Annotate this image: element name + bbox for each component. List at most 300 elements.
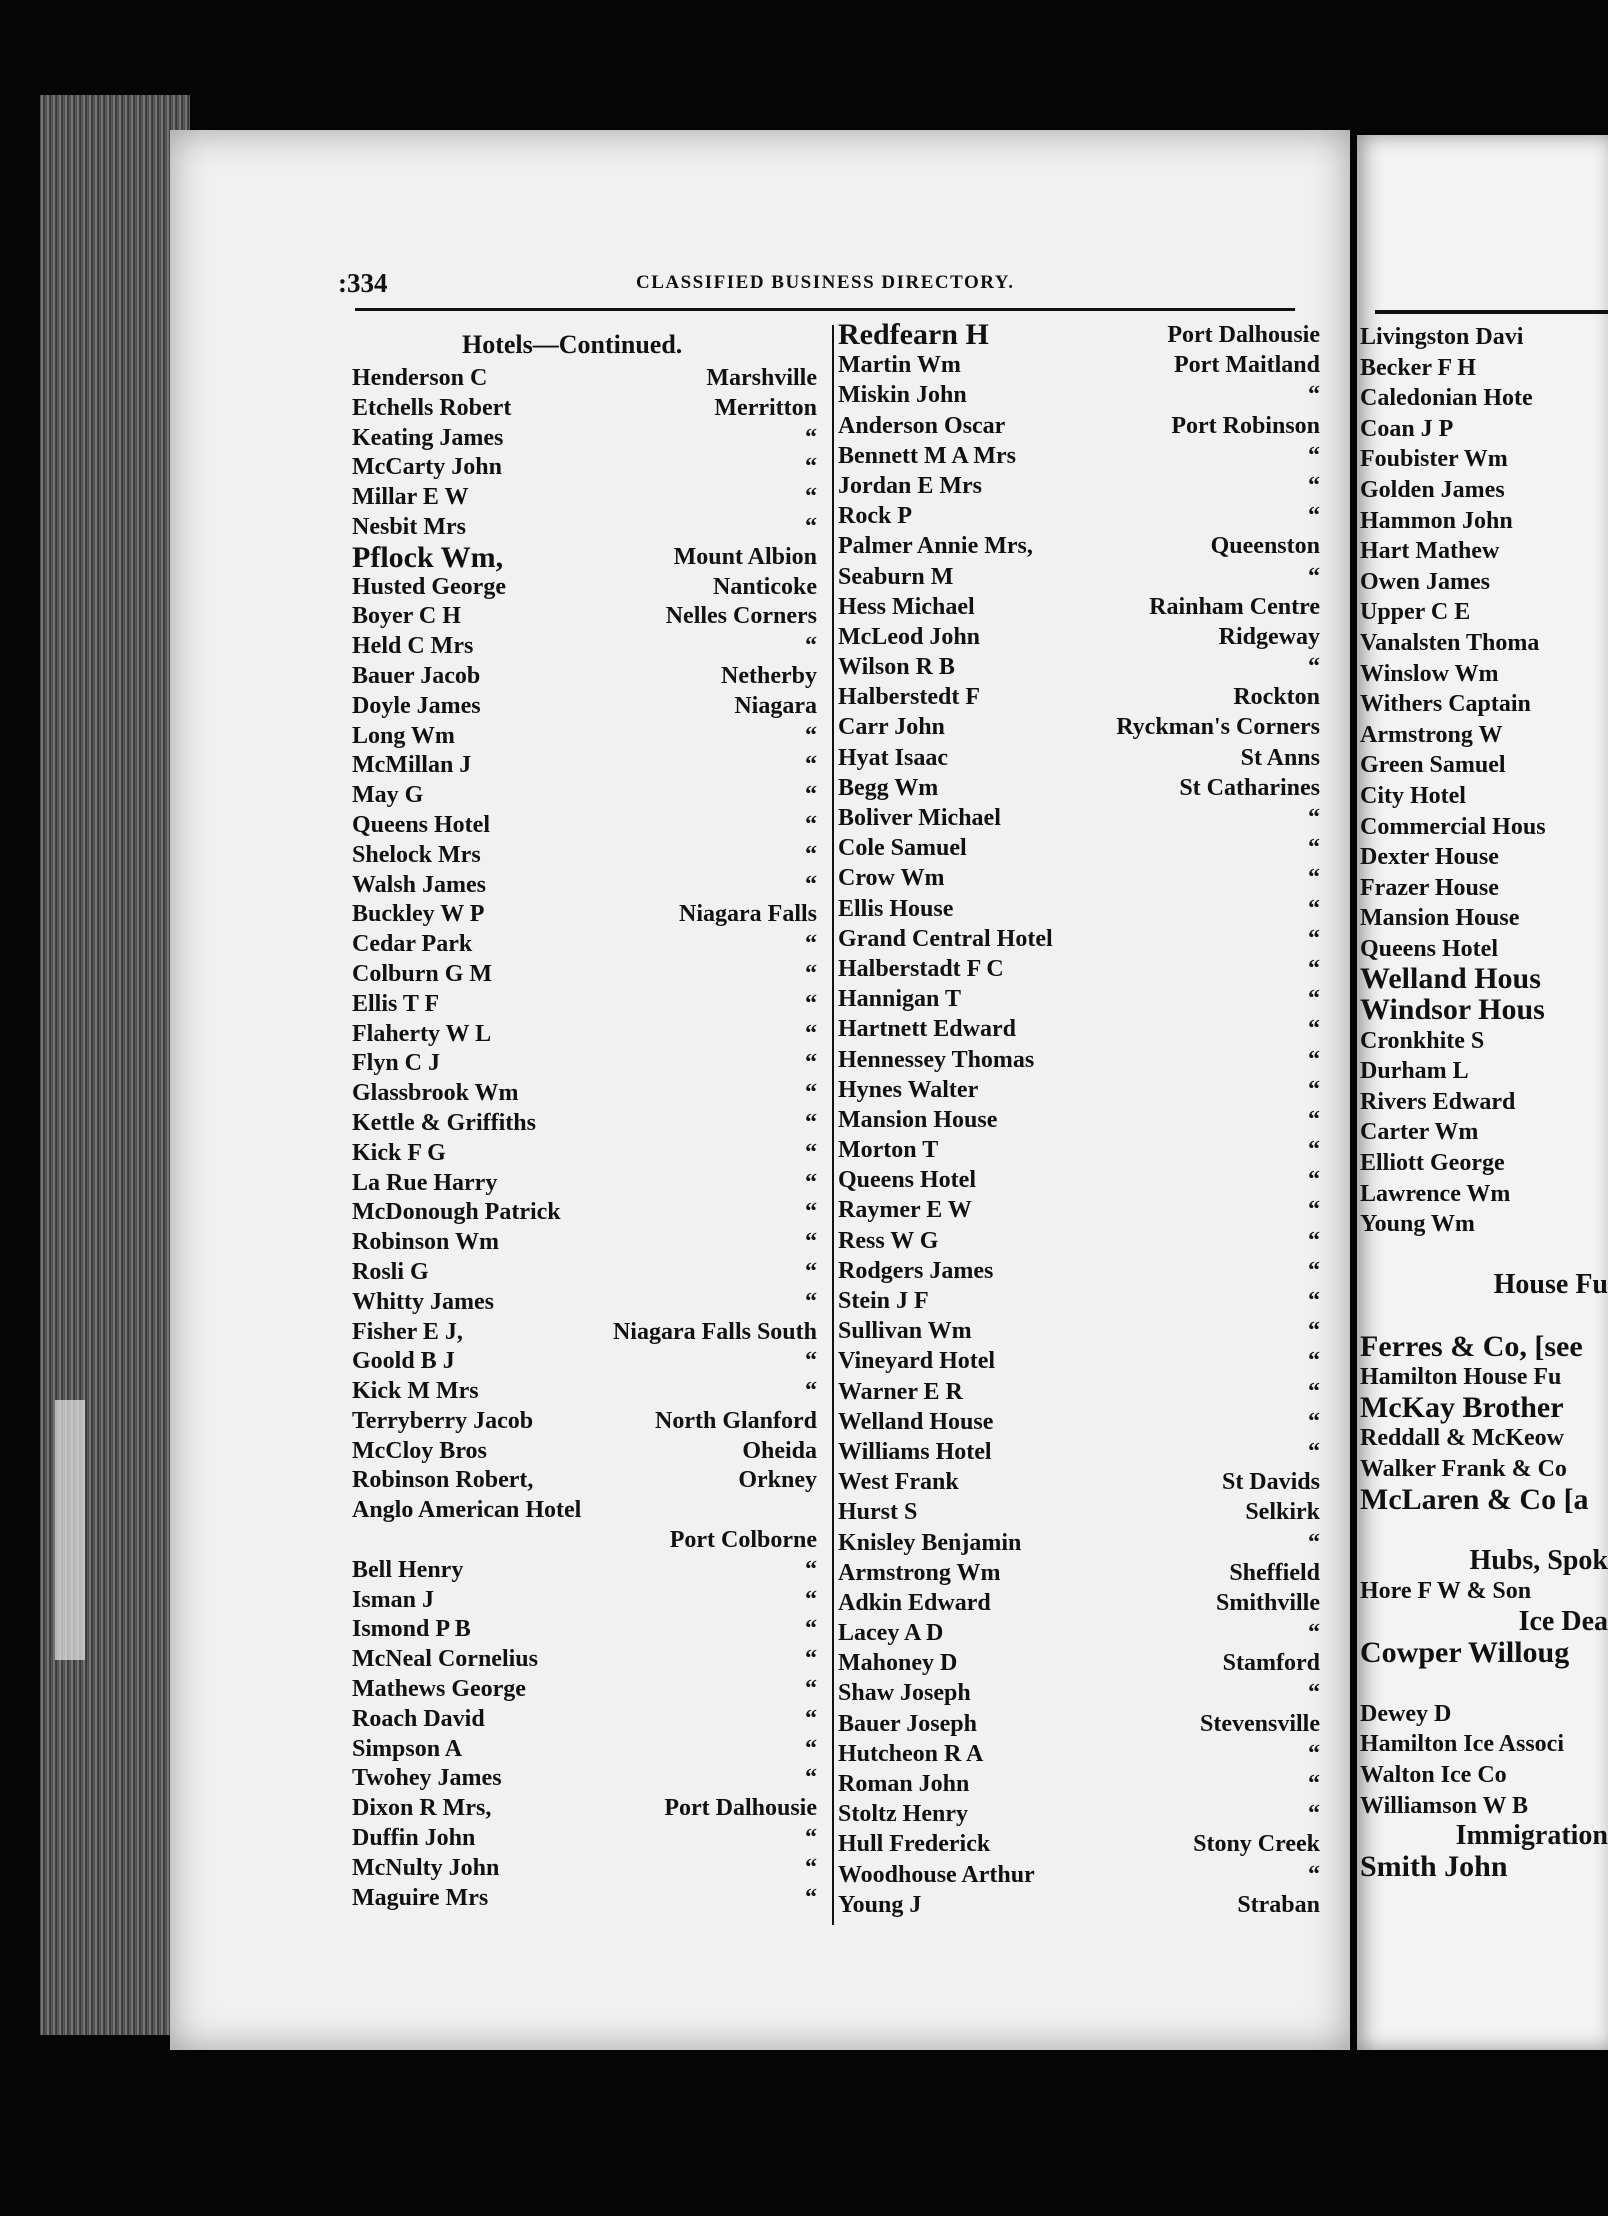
entry-place: “ — [1308, 1318, 1320, 1345]
entry-place: “ — [1308, 805, 1320, 831]
entry-name: Hull Frederick — [838, 1831, 991, 1858]
directory-entry — [352, 1198, 817, 1228]
entry-place: Ryckman's Corners — [1116, 714, 1320, 741]
entry-place: “ — [1308, 1197, 1320, 1224]
directory-entry — [838, 1346, 1320, 1376]
entry-place: “ — [805, 1556, 817, 1583]
entry-place: “ — [1308, 1257, 1320, 1284]
directory-entry — [1360, 1329, 1608, 1363]
directory-entry — [838, 803, 1320, 833]
entry-name: Halberstadt F C — [838, 955, 1004, 982]
directory-entry — [838, 1829, 1320, 1859]
directory-entry — [1360, 1515, 1608, 1546]
directory-entry — [838, 1860, 1320, 1890]
directory-entry — [352, 1318, 817, 1348]
entry-name: Raymer E W — [838, 1197, 972, 1224]
facing-page-rule — [1375, 310, 1608, 314]
entry-name: Begg Wm — [838, 774, 939, 801]
entry-place: Port Maitland — [1174, 352, 1320, 379]
directory-entry — [352, 1020, 817, 1050]
directory-entry — [838, 562, 1320, 592]
directory-entry — [1360, 1240, 1608, 1271]
directory-entry — [352, 1854, 817, 1884]
directory-entry — [838, 1075, 1320, 1105]
entry-name: West Frank — [838, 1469, 959, 1496]
entry-name: Livingston Davi — [1360, 324, 1524, 350]
directory-entry — [838, 1407, 1320, 1437]
entry-name: Held C Mrs — [352, 633, 474, 660]
entry-place: “ — [1308, 1620, 1320, 1647]
entry-name: Adkin Edward — [838, 1589, 991, 1616]
entry-place: “ — [805, 722, 817, 749]
directory-entry — [352, 1615, 817, 1645]
directory-entry — [838, 682, 1320, 712]
entry-name: Green Samuel — [1360, 752, 1506, 779]
entry-place: Ridgeway — [1218, 623, 1320, 650]
directory-entry — [1360, 964, 1608, 995]
entry-name: Morton T — [838, 1137, 939, 1164]
entry-place: “ — [805, 1378, 817, 1405]
directory-entry — [838, 652, 1320, 682]
page-title: CLASSIFIED BUSINESS DIRECTORY. — [636, 272, 1015, 293]
entry-name: Henderson C — [352, 365, 488, 391]
column-divider — [832, 325, 834, 1925]
directory-entry — [838, 441, 1320, 471]
book-page-edges — [40, 95, 190, 2035]
directory-entry — [352, 1347, 817, 1377]
entry-name: Hartnett Edward — [838, 1016, 1016, 1043]
directory-entry — [1360, 995, 1608, 1026]
entry-name: McNulty John — [352, 1854, 500, 1881]
entry-name: Kick F G — [352, 1139, 446, 1166]
entry-place: “ — [805, 1765, 817, 1792]
entry-place: “ — [805, 1705, 817, 1732]
entry-place: “ — [805, 1229, 817, 1256]
directory-entry — [352, 424, 817, 454]
entry-name: Queens Hotel — [838, 1167, 976, 1194]
entry-name: Mansion House — [838, 1106, 998, 1133]
directory-entry — [838, 1135, 1320, 1165]
directory-entry — [352, 364, 817, 394]
entry-name: Maguire Mrs — [352, 1884, 489, 1911]
directory-entry — [1360, 414, 1608, 445]
directory-entry — [1360, 567, 1608, 598]
entry-name: Mansion House — [1360, 905, 1520, 932]
entry-place: Niagara Falls — [679, 901, 817, 928]
entry-place: “ — [805, 1050, 817, 1077]
entry-place: “ — [1308, 955, 1320, 982]
directory-entry — [1360, 597, 1608, 628]
entry-name: Frazer House — [1360, 874, 1499, 901]
entry-place: “ — [805, 1139, 817, 1166]
directory-entry — [838, 1226, 1320, 1256]
entry-place: Stevensville — [1200, 1710, 1320, 1737]
hotels-column-2 — [838, 320, 1320, 1920]
entry-name: Anglo American Hotel — [352, 1497, 582, 1524]
entry-place: “ — [805, 960, 817, 987]
directory-entry — [352, 1169, 817, 1199]
entry-name: Anderson Oscar — [838, 412, 1006, 439]
entry-place: “ — [805, 1080, 817, 1107]
entry-name: Ress W G — [838, 1227, 939, 1254]
entry-name: Knisley Benjamin — [838, 1529, 1022, 1556]
entry-name: Seaburn M — [838, 563, 954, 590]
entry-name: Kick M Mrs — [352, 1378, 479, 1405]
entry-place: Nelles Corners — [665, 603, 817, 630]
directory-entry — [838, 924, 1320, 954]
entry-place: Straban — [1237, 1891, 1320, 1918]
entry-name: Welland Hous — [1360, 962, 1541, 996]
entry-place: “ — [805, 782, 817, 809]
entry-name: Palmer Annie Mrs, — [838, 533, 1033, 560]
entry-name: Glassbrook Wm — [352, 1080, 519, 1107]
entry-place: Queenston — [1210, 533, 1320, 560]
directory-entry — [838, 1437, 1320, 1467]
entry-name: Hamilton Ice Associ — [1360, 1731, 1564, 1758]
directory-entry — [838, 1105, 1320, 1135]
entry-name: Duffin John — [352, 1825, 476, 1852]
entry-name: Walton Ice Co — [1360, 1761, 1507, 1788]
entry-place: Rainham Centre — [1149, 593, 1320, 620]
entry-name: Williamson W B — [1360, 1792, 1529, 1819]
directory-entry — [838, 1467, 1320, 1497]
entry-place: Smithville — [1215, 1589, 1320, 1616]
entry-place: “ — [1308, 1740, 1320, 1767]
entry-name: Etchells Robert — [352, 394, 512, 421]
entry-place: Sheffield — [1229, 1559, 1320, 1586]
entry-name: Coan J P — [1360, 415, 1454, 442]
directory-entry — [1360, 1849, 1608, 1883]
entry-place: Netherby — [721, 662, 817, 689]
header-rule — [355, 308, 1295, 311]
entry-name: Hurst S — [838, 1499, 918, 1526]
directory-entry — [352, 394, 817, 424]
directory-entry — [1360, 1668, 1608, 1699]
entry-name: Becker F H — [1360, 354, 1476, 381]
entry-name: Ismond P B — [352, 1616, 471, 1643]
entry-name: Shelock Mrs — [352, 841, 481, 868]
entry-name: Halberstedt F — [838, 684, 980, 711]
entry-name: Ellis House — [838, 895, 954, 922]
entry-name: Buckley W P — [352, 901, 485, 928]
directory-entry — [838, 954, 1320, 984]
entry-name: Doyle James — [352, 692, 481, 719]
directory-entry — [1360, 322, 1608, 353]
entry-name: Bennett M A Mrs — [838, 442, 1016, 469]
entry-place: “ — [1308, 986, 1320, 1013]
directory-entry — [838, 712, 1320, 742]
directory-entry — [838, 1709, 1320, 1739]
entry-name: Stoltz Henry — [838, 1801, 968, 1828]
directory-entry — [1360, 903, 1608, 934]
directory-entry — [838, 894, 1320, 924]
directory-entry — [838, 1890, 1320, 1920]
directory-entry — [352, 751, 817, 781]
directory-entry — [838, 984, 1320, 1014]
entry-place: “ — [1308, 1861, 1320, 1888]
directory-entry — [1360, 353, 1608, 384]
entry-name: Reddall & McKeow — [1360, 1425, 1564, 1452]
entry-name: Dexter House — [1360, 844, 1499, 871]
directory-entry — [838, 1286, 1320, 1316]
entry-place: North Glanford — [655, 1407, 817, 1434]
entry-name: Owen James — [1360, 568, 1490, 595]
directory-entry — [352, 540, 817, 574]
directory-entry — [838, 1618, 1320, 1648]
directory-entry — [352, 1109, 817, 1139]
entry-name: Colburn G M — [352, 960, 493, 987]
entry-name: Golden James — [1360, 476, 1505, 503]
hotels-column-1 — [352, 330, 817, 1913]
directory-entry — [352, 930, 817, 960]
directory-entry — [352, 602, 817, 632]
directory-entry — [838, 743, 1320, 773]
directory-entry — [838, 1769, 1320, 1799]
entry-place: St Catharines — [1179, 774, 1320, 801]
entry-name: Hammon John — [1360, 507, 1513, 534]
directory-entry — [1360, 1362, 1608, 1393]
entry-place: Stamford — [1222, 1650, 1320, 1677]
entry-place: Orkney — [738, 1467, 817, 1494]
entry-name: Sullivan Wm — [838, 1318, 972, 1345]
entry-place: “ — [1308, 1076, 1320, 1103]
directory-entry — [1360, 628, 1608, 659]
entry-name: Queens Hotel — [352, 811, 490, 838]
entry-place: “ — [805, 1616, 817, 1643]
entry-place: “ — [1308, 1771, 1320, 1797]
entry-place: “ — [1308, 1227, 1320, 1254]
directory-entry — [352, 841, 817, 871]
entry-name: Husted George — [352, 573, 506, 600]
entry-place: “ — [1308, 865, 1320, 892]
entry-place: “ — [805, 871, 817, 898]
entry-place: “ — [1308, 1167, 1320, 1194]
directory-entry — [1360, 781, 1608, 812]
entry-name: Flyn C J — [352, 1050, 441, 1077]
directory-entry — [838, 380, 1320, 410]
directory-entry — [1360, 1699, 1608, 1730]
directory-entry — [1360, 873, 1608, 904]
entry-place: “ — [805, 841, 817, 868]
entry-name: Lawrence Wm — [1360, 1180, 1511, 1207]
directory-entry — [1360, 1791, 1608, 1822]
entry-place: “ — [805, 484, 817, 511]
entry-name: Rock P — [838, 503, 912, 530]
entry-name: Dixon R Mrs, — [352, 1795, 492, 1822]
directory-entry — [838, 1497, 1320, 1527]
entry-name: Welland House — [838, 1408, 994, 1435]
directory-entry — [352, 1228, 817, 1258]
entry-place: “ — [805, 990, 817, 1017]
directory-entry — [838, 1377, 1320, 1407]
entry-name: Kettle & Griffiths — [352, 1109, 536, 1136]
directory-entry — [1360, 1209, 1608, 1240]
entry-name: Durham L — [1360, 1058, 1469, 1085]
directory-entry — [352, 632, 817, 662]
entry-place: “ — [805, 454, 817, 481]
entry-name: McNeal Cornelius — [352, 1646, 538, 1673]
entry-name: Terryberry Jacob — [352, 1407, 534, 1434]
entry-place: “ — [1308, 1438, 1320, 1465]
entry-place: Rockton — [1233, 684, 1320, 711]
page-header — [338, 268, 1338, 298]
directory-entry — [1360, 536, 1608, 567]
directory-entry — [1360, 1482, 1608, 1516]
entry-place: Port Colborne — [669, 1527, 817, 1554]
directory-entry — [838, 1256, 1320, 1286]
entry-name: Withers Captain — [1360, 691, 1531, 718]
entry-place: “ — [805, 1199, 817, 1226]
entry-place: “ — [805, 633, 817, 660]
directory-entry — [352, 1079, 817, 1109]
entry-name: Rivers Edward — [1360, 1088, 1516, 1115]
entry-place: Niagara Falls South — [612, 1318, 817, 1345]
directory-entry — [838, 350, 1320, 380]
entry-name: Lacey A D — [838, 1620, 944, 1647]
directory-entry — [352, 1794, 817, 1824]
entry-name: Whitty James — [352, 1288, 494, 1315]
entry-name: Keating James — [352, 424, 504, 451]
directory-entry — [1360, 383, 1608, 414]
directory-entry — [1360, 1148, 1608, 1179]
directory-entry — [1360, 689, 1608, 720]
directory-entry — [352, 513, 817, 543]
directory-entry — [1360, 1546, 1608, 1577]
directory-entry — [838, 1165, 1320, 1195]
entry-place: “ — [1308, 382, 1320, 409]
directory-entry — [1360, 1607, 1608, 1638]
entry-name: Miskin John — [838, 382, 967, 409]
entry-name: Roach David — [352, 1705, 485, 1732]
entry-place: Oheida — [742, 1437, 817, 1464]
entry-place: “ — [805, 1020, 817, 1047]
entry-name: Walsh James — [352, 871, 487, 898]
entry-name: Bauer Joseph — [838, 1710, 977, 1737]
entry-place: “ — [1308, 472, 1320, 499]
directory-entry — [352, 1377, 817, 1407]
directory-entry — [1360, 506, 1608, 537]
entry-place: “ — [805, 513, 817, 540]
directory-entry — [352, 692, 817, 722]
entry-place: St Anns — [1240, 744, 1320, 771]
directory-entry — [1360, 1179, 1608, 1210]
book-edge-highlight — [55, 1400, 85, 1660]
directory-entry — [1360, 659, 1608, 690]
entry-name: Cedar Park — [352, 931, 473, 958]
entry-name: Windsor Hous — [1360, 993, 1545, 1027]
entry-place: Mount Albion — [673, 543, 817, 570]
entry-name: Boyer C H — [352, 603, 461, 630]
entry-place: “ — [1308, 1106, 1320, 1133]
entry-place: “ — [805, 1586, 817, 1613]
entry-name: Goold B J — [352, 1348, 455, 1375]
directory-entry — [352, 662, 817, 692]
entry-name: Mathews George — [352, 1676, 526, 1703]
entry-place: “ — [805, 1348, 817, 1375]
entry-name: Armstrong Wm — [838, 1559, 1001, 1586]
entry-place: “ — [1308, 835, 1320, 862]
entry-place: “ — [805, 1854, 817, 1881]
section-heading: Hubs, Spok — [1469, 1544, 1608, 1576]
directory-entry — [1360, 1423, 1608, 1454]
hotels-heading: Hotels—Continued. — [462, 330, 683, 359]
entry-name: Cowper Willoug — [1360, 1635, 1570, 1669]
directory-entry — [838, 1195, 1320, 1225]
directory-entry — [1360, 1635, 1608, 1669]
entry-name: Dewey D — [1360, 1700, 1452, 1727]
directory-entry — [352, 1526, 817, 1556]
entry-name: Hess Michael — [838, 593, 975, 620]
entry-place: “ — [1308, 1046, 1320, 1073]
directory-entry — [838, 1678, 1320, 1708]
entry-place: “ — [1308, 563, 1320, 590]
entry-place: “ — [805, 1884, 817, 1911]
entry-name: Bell Henry — [352, 1556, 464, 1583]
directory-entry — [1360, 842, 1608, 873]
entry-place: “ — [1308, 1378, 1320, 1405]
directory-entry — [352, 1735, 817, 1765]
entry-place: “ — [1308, 1801, 1320, 1828]
entry-place: “ — [1308, 1680, 1320, 1707]
entry-name: Pflock Wm, — [352, 540, 504, 574]
directory-entry — [838, 833, 1320, 863]
entry-place: “ — [805, 1169, 817, 1196]
directory-entry — [1360, 1454, 1608, 1485]
directory-entry — [352, 960, 817, 990]
entry-name: Elliott George — [1360, 1150, 1505, 1177]
column-heading — [352, 330, 817, 364]
entry-name: McKay Brother — [1360, 1390, 1564, 1424]
directory-entry — [1360, 1087, 1608, 1118]
directory-entry — [352, 483, 817, 513]
directory-entry — [352, 1556, 817, 1586]
entry-name: Hutcheon R A — [838, 1740, 984, 1767]
directory-entry — [838, 471, 1320, 501]
directory-entry — [1360, 1117, 1608, 1148]
entry-name: Robinson Robert, — [352, 1467, 534, 1494]
directory-entry — [838, 1588, 1320, 1618]
entry-name: McLaren & Co [a — [1360, 1482, 1589, 1516]
directory-entry — [352, 1437, 817, 1467]
directory-entry — [352, 573, 817, 603]
directory-entry — [838, 1528, 1320, 1558]
entry-name: Caledonian Hote — [1360, 385, 1533, 412]
entry-place: “ — [805, 811, 817, 838]
entry-name: Hamilton House Fu — [1360, 1364, 1562, 1391]
directory-entry — [838, 411, 1320, 441]
entry-name: McMillan J — [352, 752, 472, 779]
entry-place: “ — [805, 424, 817, 451]
entry-place: “ — [805, 931, 817, 958]
entry-place: Merritton — [714, 394, 817, 421]
entry-name: Walker Frank & Co — [1360, 1455, 1567, 1482]
directory-entry — [1360, 1729, 1608, 1760]
entry-place: Selkirk — [1245, 1499, 1320, 1526]
entry-place: “ — [805, 1735, 817, 1762]
entry-name: Rodgers James — [838, 1257, 994, 1284]
entry-name: McCarty John — [352, 454, 502, 481]
entry-name: Grand Central Hotel — [838, 925, 1053, 952]
directory-entry — [1360, 1056, 1608, 1087]
entry-name: Robinson Wm — [352, 1229, 499, 1256]
entry-name: Upper C E — [1360, 599, 1471, 626]
entry-place: “ — [1308, 1016, 1320, 1043]
entry-name: Armstrong W — [1360, 721, 1503, 748]
entry-name: McLeod John — [838, 623, 981, 650]
directory-entry — [352, 871, 817, 901]
directory-entry — [838, 1799, 1320, 1829]
directory-entry — [838, 320, 1320, 350]
